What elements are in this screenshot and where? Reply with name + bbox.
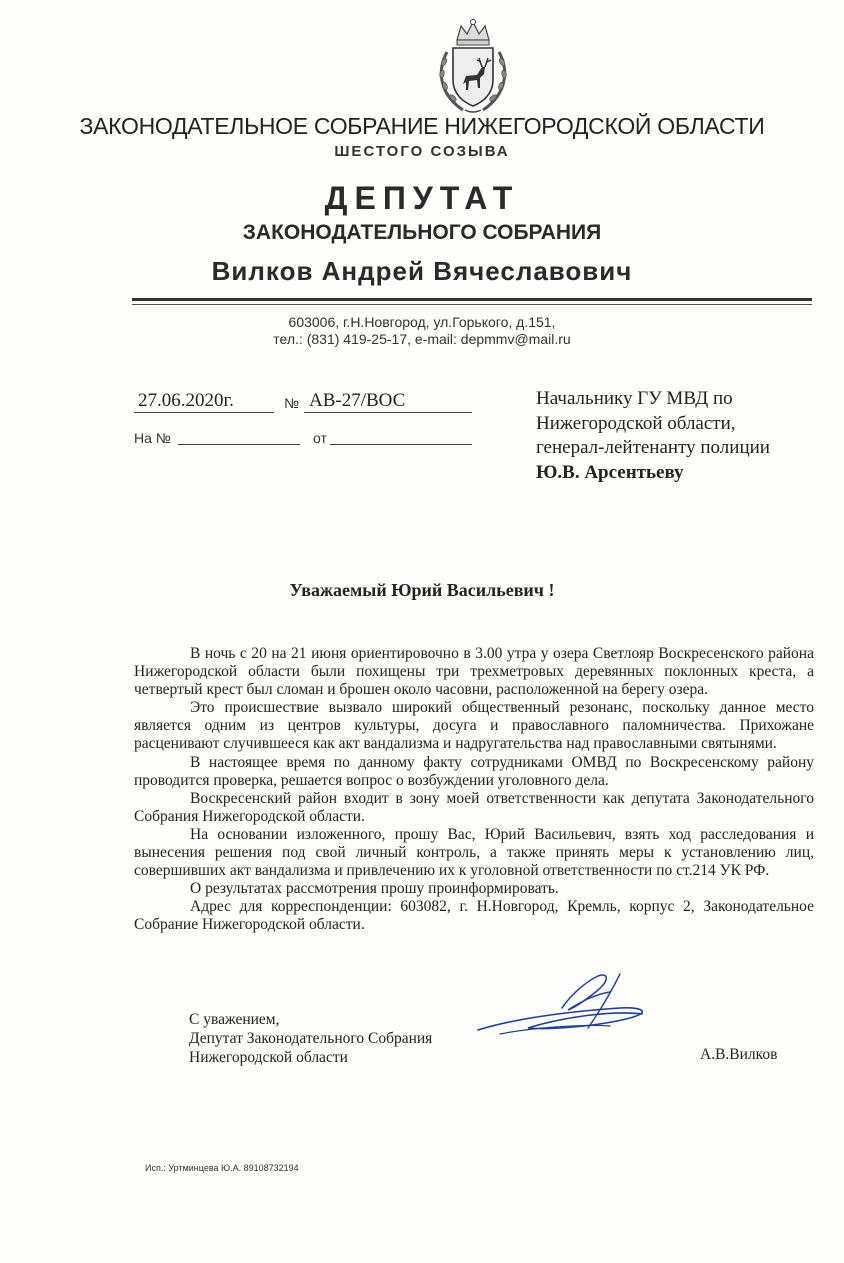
deputy-subtitle: ЗАКОНОДАТЕЛЬНОГО СОБРАНИЯ	[242, 221, 602, 244]
addressee-line: Начальнику ГУ МВД по	[536, 388, 733, 409]
closing-line: Нижегородской области	[189, 1049, 348, 1066]
org-name: ЗАКОНОДАТЕЛЬНОЕ СОБРАНИЕ НИЖЕГОРОДСКОЙ ОБЛАСТИ	[79, 113, 765, 139]
body-paragraph: Воскресенский район входит в зону моей ответственности как депутата Законодательного Собрания Нижегородской области.	[134, 789, 814, 825]
date-underline	[134, 412, 274, 413]
coat-of-arms-icon	[433, 18, 513, 116]
deputy-name: Вилков Андрей Вячеславович	[211, 256, 633, 286]
contact-info: тел.: (831) 419-25-17, e-mail: depmmv@mail.ru	[273, 331, 571, 347]
addressee-line: генерал-лейтенанту полиции	[536, 437, 770, 458]
body-paragraph: На основании изложенного, прошу Вас, Юрий Васильевич, взять ход расследования и вынесения решения под свой личный контроль, а также принять меры к установлению лиц, совершивших акт вандализма и привлечению их к уголовной ответственности по ст.214 УК РФ.	[134, 825, 814, 880]
body-paragraph: О результатах рассмотрения прошу проинформировать.	[190, 880, 559, 898]
closing-line: Депутат Законодательного Собрания	[189, 1030, 433, 1047]
postal-address: 603006, г.Н.Новгород, ул.Горького, д.151,	[288, 314, 556, 330]
from-underline	[330, 444, 472, 445]
executor-note: Исп.: Уртминцева Ю.А. 89108732194	[145, 1163, 299, 1173]
outgoing-number: АВ-27/ВОС	[309, 390, 406, 411]
body-paragraph: В ночь с 20 на 21 июня ориентировочно в 3.00 утра у озера Светлояр Воскресенского района Нижегородской области были похищены три трехметровых деревянных поклонных креста, а четвертый крест был сломан и брошен около часовни, расположенной на берегу озера.	[134, 645, 814, 699]
addressee-line: Нижегородской области,	[536, 412, 736, 434]
header-divider-thick	[132, 298, 812, 301]
body-paragraph: Адрес для корреспонденции: 603082, г. Н.Новгород, Кремль, корпус 2, Законодательное Собрание Нижегородской области.	[134, 898, 814, 934]
reference-underline	[178, 444, 300, 445]
closing-line: С уважением,	[189, 1011, 280, 1028]
letter-body	[134, 645, 814, 935]
addressee-name: Ю.В. Арсентьеву	[536, 461, 684, 483]
letter-date: 27.06.2020г.	[138, 390, 234, 411]
header-divider-thin	[132, 304, 812, 305]
body-paragraph: В настоящее время по данному факту сотрудниками ОМВД по Воскресенскому району проводится проверка, решается вопрос о возбуждении уголовного дела.	[134, 753, 814, 789]
convocation-label: ШЕСТОГО СОЗЫВА	[334, 143, 510, 160]
deputy-title: ДЕПУТАТ	[324, 180, 520, 216]
handwritten-signature-icon	[470, 968, 660, 1048]
body-paragraph: Это происшествие вызвало широкий общественный резонанс, поскольку данное место является одним из центров культуры, досуга и православного паломничества. Прихожане расценивают случившееся как акт вандализма и надругательства над православными святынями.	[134, 699, 814, 753]
closing-block	[189, 1010, 432, 1067]
number-label: №	[284, 395, 300, 411]
addressee-block	[536, 387, 836, 485]
reference-label: На №	[134, 430, 171, 446]
from-label: от	[313, 430, 327, 446]
salutation: Уважаемый Юрий Васильевич !	[289, 580, 555, 600]
signer-name: А.В.Вилков	[700, 1046, 778, 1063]
number-underline	[304, 412, 472, 413]
